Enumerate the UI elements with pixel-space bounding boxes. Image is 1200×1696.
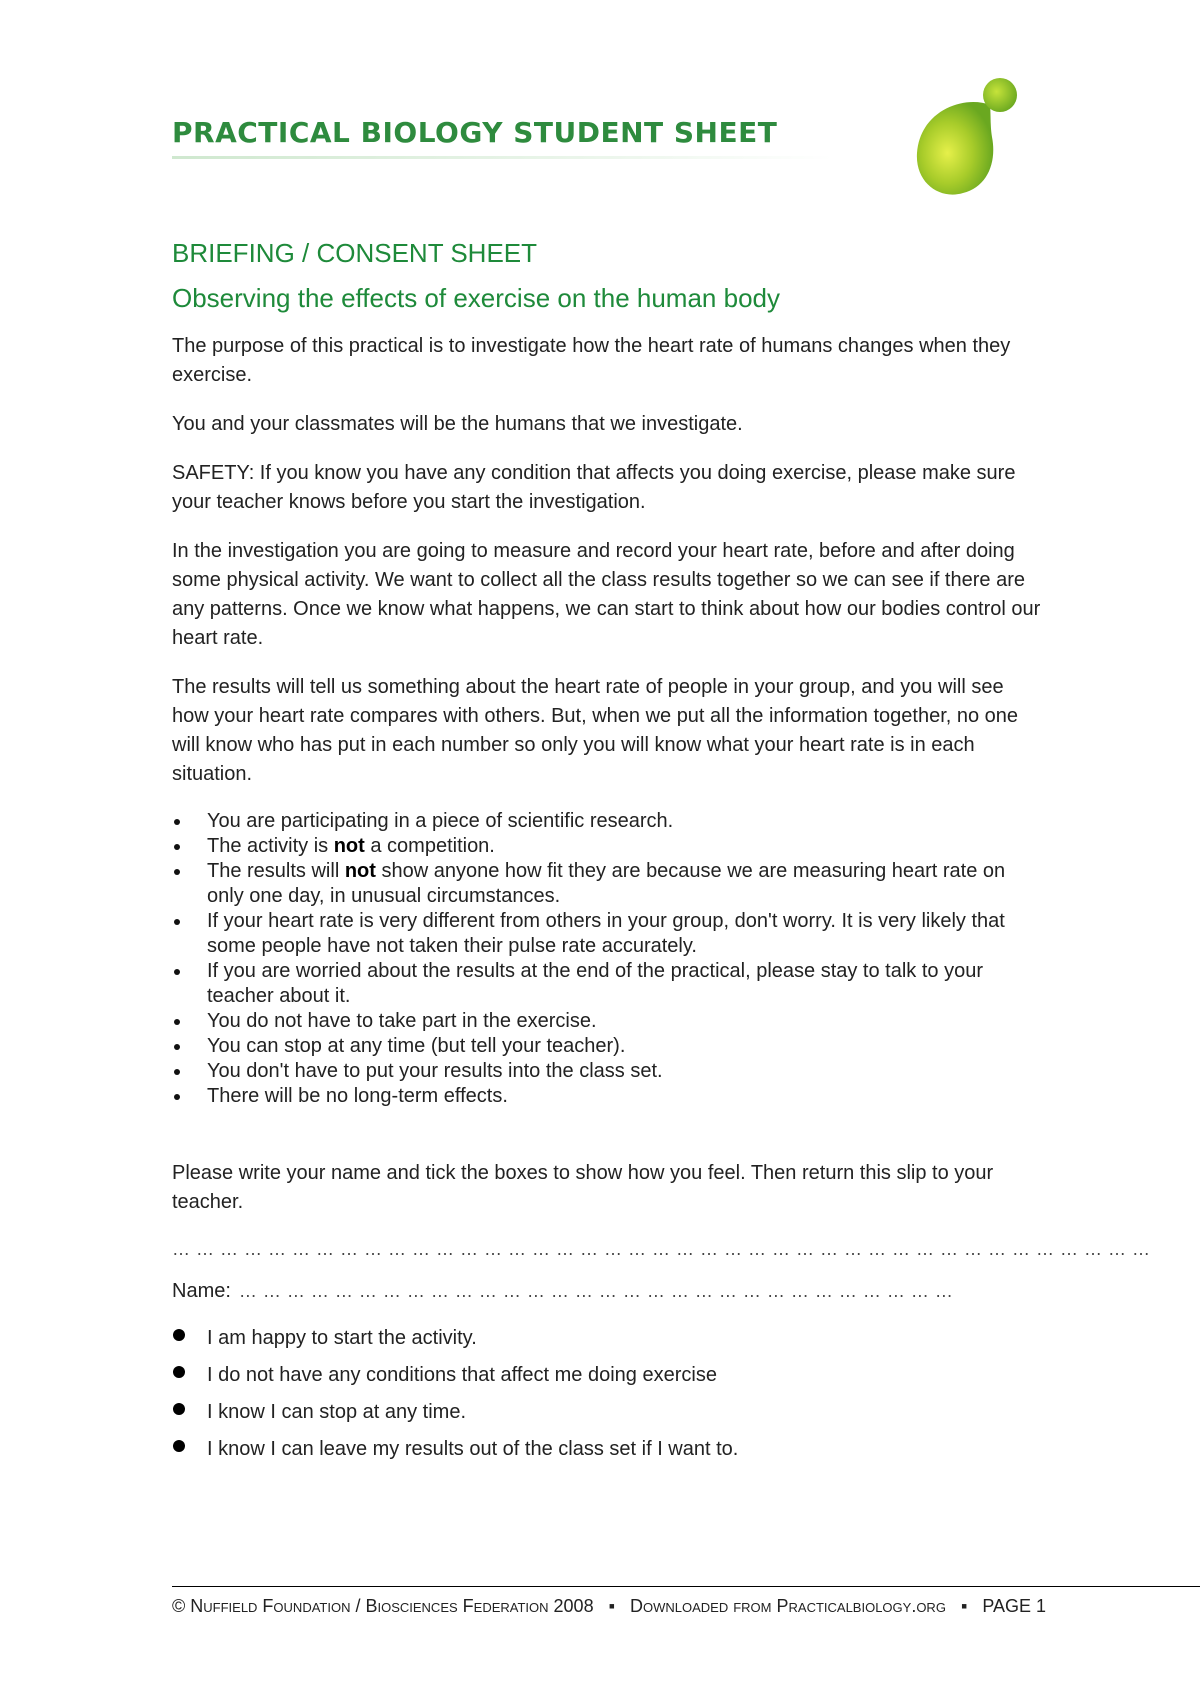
consent-item[interactable]: I know I can leave my results out of the class set if I want to.	[172, 1436, 1042, 1473]
paragraph-purpose: The purpose of this practical is to investigate how the heart rate of humans changes when they exercise.	[172, 335, 1011, 386]
list-item: You don't have to put your results into the class set.	[172, 1059, 1042, 1084]
tick-box-icon[interactable]	[173, 1440, 185, 1452]
bullet-icon	[174, 819, 180, 825]
footer-page-number: PAGE 1	[982, 1596, 1047, 1616]
write-in-line[interactable]: … … … … … … … … … … … … … … … … … … … … … … … … … … … … … … … … … … … … … … … … …	[172, 1239, 1151, 1259]
list-item: If you are worried about the results at the end of the practical, please stay to talk to your teacher about it.	[172, 959, 1042, 1009]
bullet-icon	[174, 844, 180, 850]
consent-instructions: Please write your name and tick the boxes to show how you feel. Then return this slip to your teacher.	[172, 1162, 994, 1213]
footer-divider	[172, 1586, 1200, 1587]
list-item: You can stop at any time (but tell your teacher).	[172, 1034, 1042, 1059]
footer-separator: ▪	[608, 1596, 615, 1616]
document-body	[172, 238, 1151, 1473]
footer-download: Downloaded from Practicalbiology.org	[630, 1596, 946, 1616]
footer-copyright: © Nuffield Foundation / Biosciences Federation 2008	[172, 1596, 594, 1616]
bullet-icon	[174, 919, 180, 925]
bullet-icon	[174, 1019, 180, 1025]
header-underline	[172, 156, 832, 159]
paragraph-safety: SAFETY: If you know you have any condition that affects you doing exercise, please make sure your teacher knows before you start the investigation.	[172, 462, 1016, 513]
list-item: If your heart rate is very different from others in your group, don't worry. It is very likely that some people have not taken their pulse rate accurately.	[172, 909, 1042, 959]
page-footer	[172, 1596, 1046, 1617]
bullet-icon	[174, 1044, 180, 1050]
consent-item[interactable]: I know I can stop at any time.	[172, 1399, 1042, 1436]
list-item: You are participating in a piece of scientific research.	[172, 809, 1042, 834]
info-bullet-list	[172, 809, 1042, 1109]
tick-box-icon[interactable]	[173, 1329, 185, 1341]
list-item: You do not have to take part in the exercise.	[172, 1009, 1042, 1034]
tick-box-icon[interactable]	[173, 1403, 185, 1415]
bullet-icon	[174, 869, 180, 875]
name-row	[172, 1280, 1042, 1303]
bullet-icon	[174, 969, 180, 975]
briefing-title: BRIEFING / CONSENT SHEET	[172, 238, 538, 268]
consent-item[interactable]: I do not have any conditions that affect me doing exercise	[172, 1362, 1042, 1399]
sheet-header-title: PRACTICAL BIOLOGY STUDENT SHEET	[172, 116, 778, 149]
name-label: Name:	[172, 1280, 231, 1302]
consent-item[interactable]: I am happy to start the activity.	[172, 1325, 1042, 1362]
green-droplet-logo-icon	[895, 75, 1025, 205]
list-item: The activity is not a competition.	[172, 834, 1042, 859]
consent-checklist	[172, 1325, 1042, 1473]
list-item: There will be no long-term effects.	[172, 1084, 1042, 1109]
bullet-icon	[174, 1069, 180, 1075]
footer-separator: ▪	[960, 1596, 968, 1616]
name-field[interactable]: … … … … … … … … … … … … … … … … … … … … … … … … … … … … … …	[238, 1281, 954, 1301]
paragraph-results: The results will tell us something about the heart rate of people in your group, and you will see how your heart rate compares with others. But, when we put all the information together, no one will know who has put in each number so only you will know what your heart rate is in each situation.	[172, 676, 1019, 785]
bullet-icon	[174, 1094, 180, 1100]
paragraph-participants: You and your classmates will be the humans that we investigate.	[172, 413, 743, 435]
tick-box-icon[interactable]	[173, 1366, 185, 1378]
document-subtitle: Observing the effects of exercise on the human body	[172, 283, 780, 313]
paragraph-investigation: In the investigation you are going to measure and record your heart rate, before and after doing some physical activity. We want to collect all the class results together so we can see if there are any patterns. Once we know what happens, we can start to think about how our bodies control our heart rate.	[172, 540, 1041, 649]
list-item: The results will not show anyone how fit they are because we are measuring heart rate on only one day, in unusual circumstances.	[172, 859, 1042, 909]
